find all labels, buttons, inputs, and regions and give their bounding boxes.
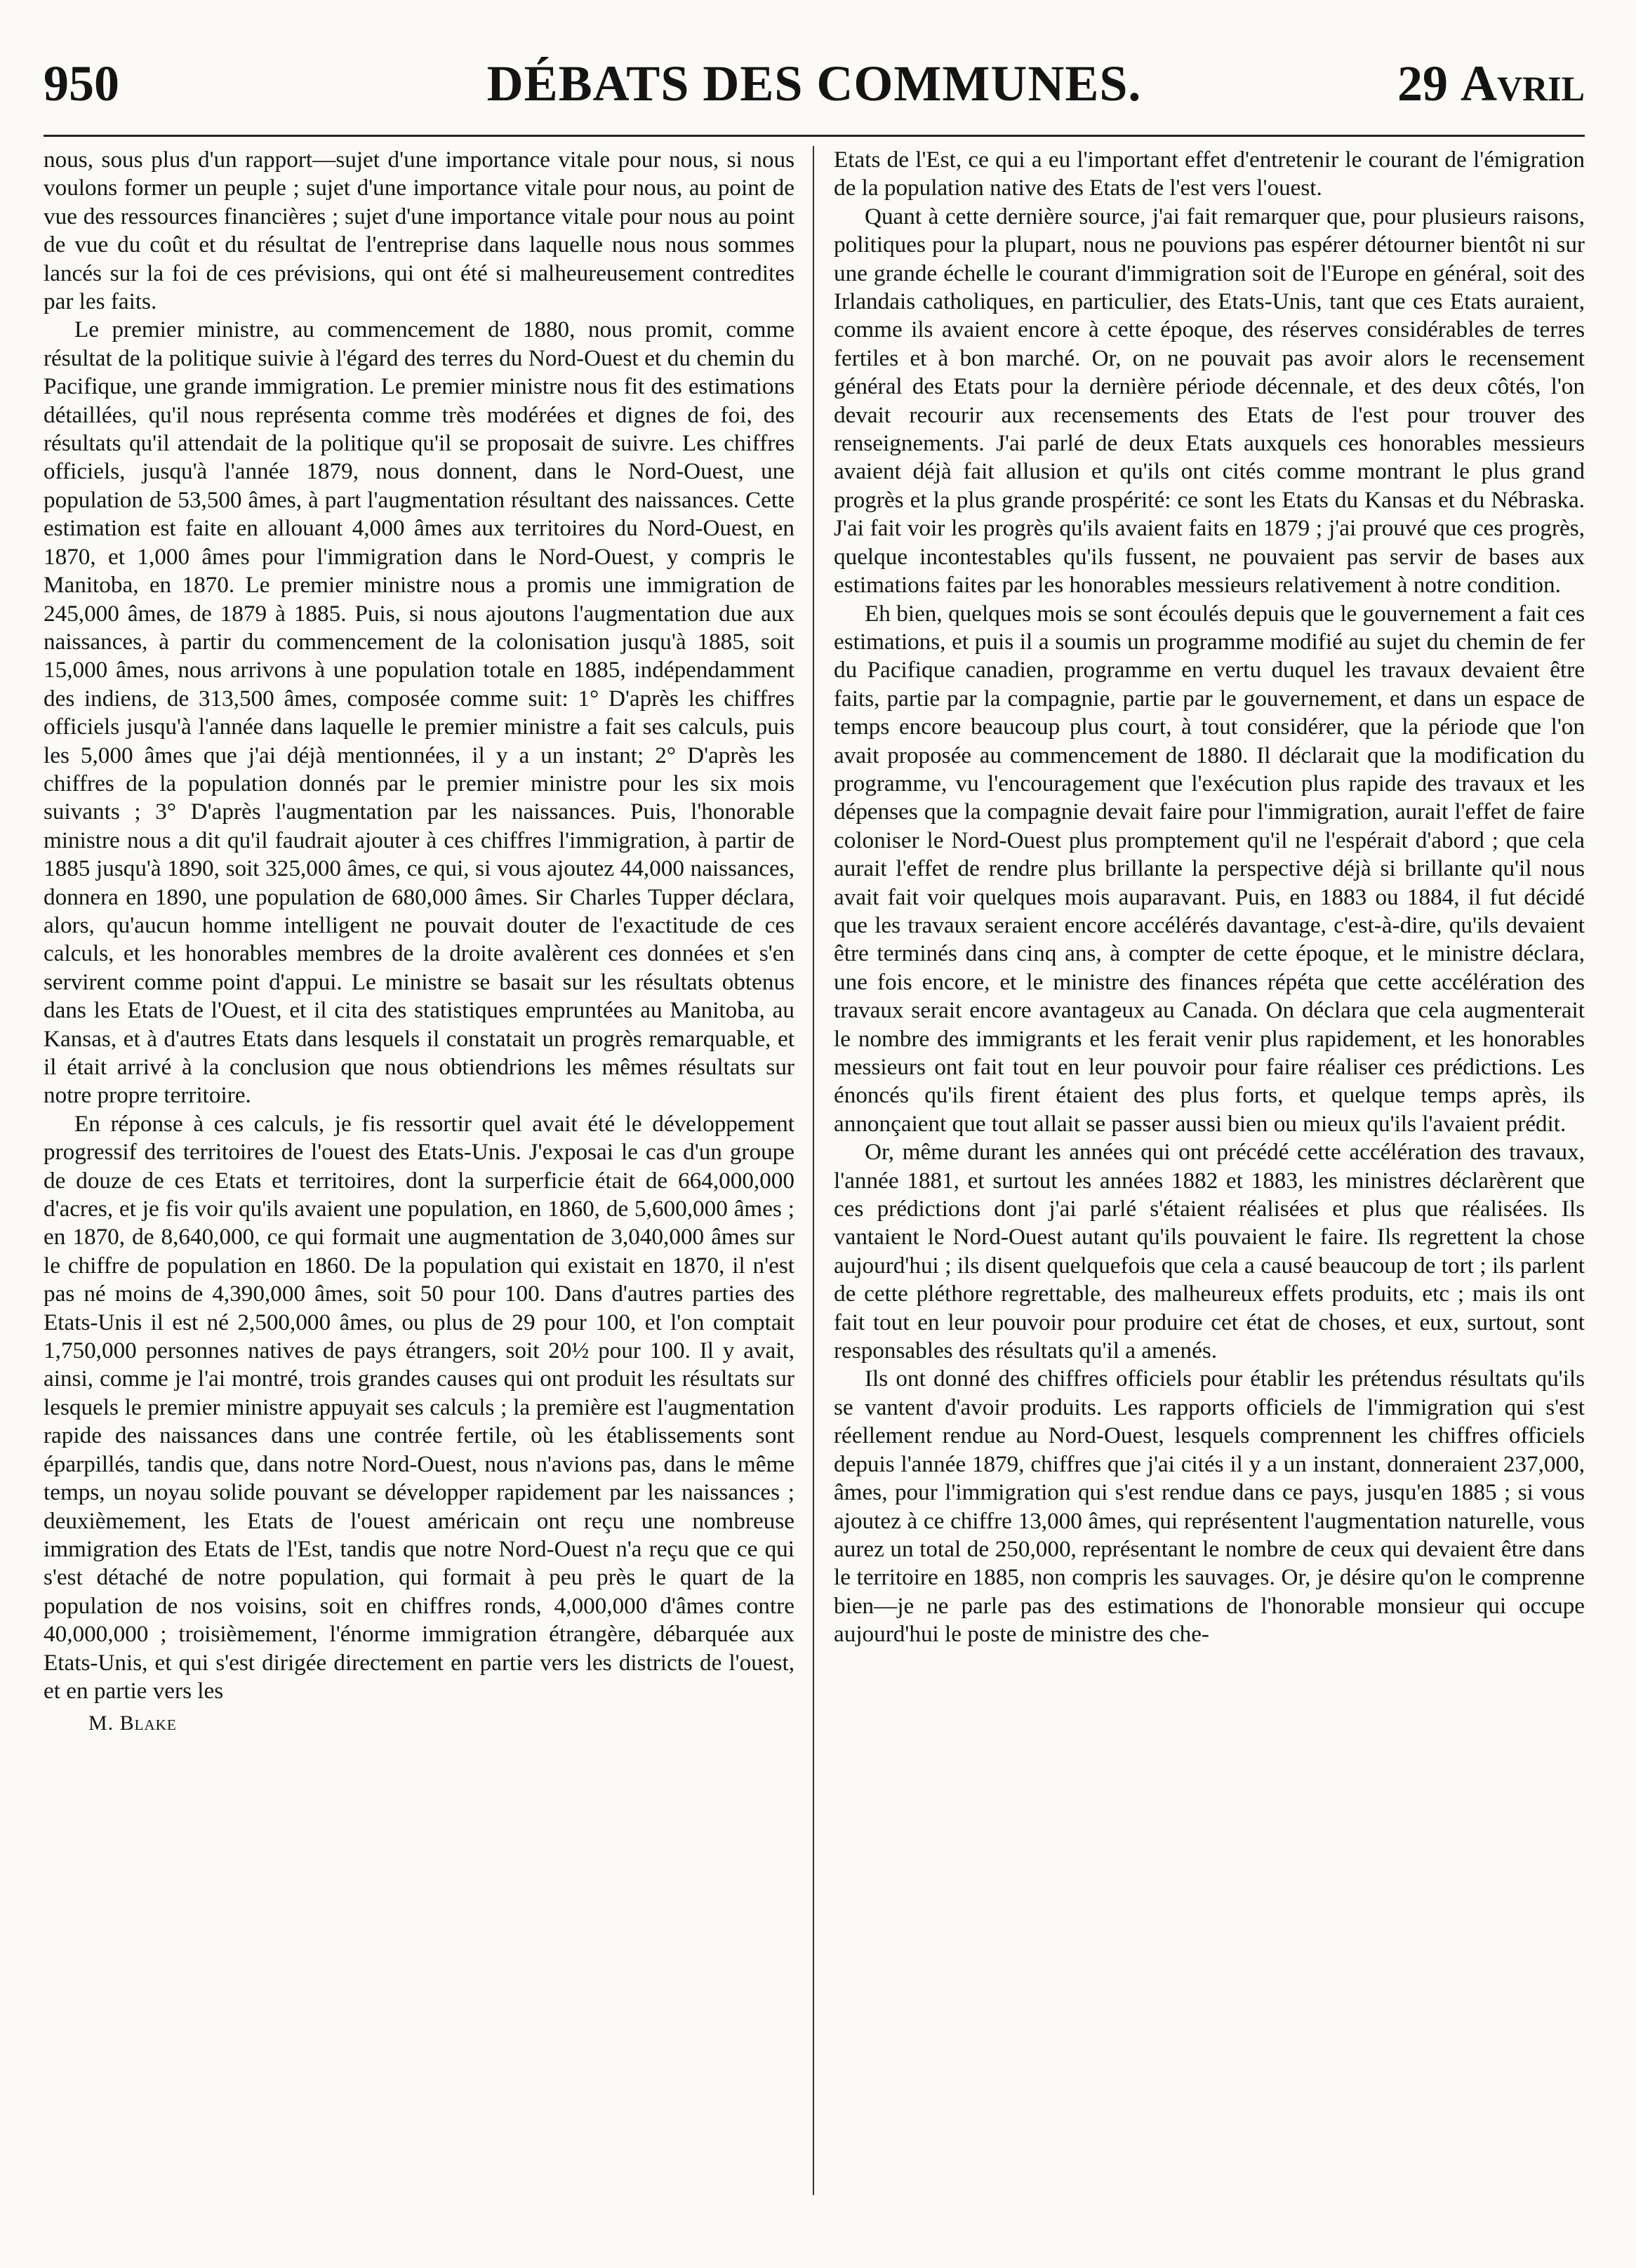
speaker-name: M. Blake [88, 1712, 177, 1735]
page-header [44, 55, 1585, 139]
left-column [44, 146, 794, 2209]
date-month: Avril [1460, 55, 1585, 112]
header-rule [44, 135, 1585, 137]
right-paragraph-3: Eh bien, quelques mois se sont écoulés depuis que le gouvernement a fait ces estimations, et puis il a soumis un programme modifié au sujet du chemin de fer du Pacifique canadien, programme en vertu duquel les travaux devaient être faits, partie par la compagnie, partie par le gouvernement, et dans un espace de temps encore beaucoup plus court, à tout considérer, que la période que l'on avait proposée au commencement de 1880. Il déclarait que la modification du programme, vu l'encouragement que l'exécution plus rapide des travaux et les dépenses que la compagnie devait faire pour l'immigration, aurait l'effet de faire coloniser le Nord-Ouest plus promptement qu'il ne l'espérait d'abord ; que cela aurait l'effet de rendre plus brillante la perspective déjà si brillante qu'il nous avait fait voir quelques mois auparavant. Puis, en 1883 ou 1884, il fut décidé que les travaux seraient encore accélérés davantage, c'est-à-dire, qu'ils devaient être terminés dans cinq ans, à compter de cette époque, et le ministre déclara, une fois encore, et le ministre des finances répéta que cette accélération des travaux serait encore avantageux au Canada. On déclara que cela augmenterait le nombre des immigrants et les ferait venir plus rapidement, et les honorables messieurs ont fait tout en leur pouvoir pour faire réaliser ces prédictions. Les énoncés qu'ils firent étaient des plus forts, et quelque temps après, ils annonçaient que tout allait se passer aussi bien ou mieux qu'ils l'avaient prédit. [834, 600, 1585, 1137]
right-paragraph-4: Or, même durant les années qui ont précédé cette accélération des travaux, l'année 1881, et surtout les années 1882 et 1883, les ministres déclarèrent que ces prédictions dont j'ai parlé s'étaient réalisées et plus que réalisées. Ils vantaient le Nord-Ouest autant qu'ils pouvaient le faire. Ils regrettent la chose aujourd'hui ; ils disent quelquefois que cela a causé beaucoup de tort ; ils parlent de cette pléthore regrettable, des malheureux effets produits, etc ; mais ils ont fait tout en leur pouvoir pour produire cet état de choses, et eux, surtout, sont responsables des résultats qu'il a amenés. [834, 1139, 1585, 1364]
date-day: 29 [1397, 55, 1448, 112]
left-paragraph-1: nous, sous plus d'un rapport—sujet d'une importance vitale pour nous, si nous voulons former un peuple ; sujet d'une importance vitale pour nous, au point de vue des ressources financières ; sujet d'une importance vitale pour nous au point de vue du coût et du résultat de l'entreprise dans laquelle nous nous sommes lancés sur la foi de ces prévisions, qui ont été si malheureusement contredites par les faits. [44, 147, 794, 315]
right-column [834, 146, 1585, 2209]
right-paragraph-5: Ils ont donné des chiffres officiels pour établir les prétendus résultats qu'ils se vantent d'avoir produits. Les rapports officiels de l'immigration qui s'est réellement rendue au Nord-Ouest, lesquels comprennent les chiffres officiels depuis l'année 1879, chiffres que j'ai cités il y a un instant, donneraient 237,000, âmes, pour l'immigration qui s'est rendue dans ce pays, jusqu'en 1885 ; si vous ajoutez à ce chiffre 13,000 âmes, qui représentent l'augmentation naturelle, vous aurez un total de 250,000, représentant le nombre de ceux qui devaient être dans le territoire en 1885, non compris les sauvages. Or, je désire qu'on le comprenne bien—je ne parle pas des estimations de l'honorable monsieur qui occupe aujourd'hui le poste de ministre des che- [834, 1366, 1585, 1648]
left-paragraph-2: Le premier ministre, au commencement de 1880, nous promit, comme résultat de la politique suivie à l'égard des terres du Nord-Ouest et du chemin du Pacifique, une grande immigration. Le premier ministre nous fit des estimations détaillées, qu'il nous représenta comme très modérées et dignes de foi, des résultats qu'il attendait de la politique qu'il se proposait de suivre. Les chiffres officiels, jusqu'à l'année 1879, nous donnent, dans le Nord-Ouest, une population de 53,500 âmes, à part l'augmentation résultant des naissances. Cette estimation est faite en allouant 4,000 âmes aux territoires du Nord-Ouest, en 1870, et 1,000 âmes pour l'immigration dans le Nord-Ouest, y compris le Manitoba, en 1870. Le premier ministre nous a promis une immigration de 245,000 âmes, de 1879 à 1885. Puis, si nous ajoutons l'augmentation due aux naissances, à partir du commencement de la colonisation jusqu'à 1885, soit 15,000 âmes, nous arrivons à une population totale en 1885, indépendamment des indiens, de 313,500 âmes, composée comme suit: 1° D'après les chiffres officiels jusqu'à l'année dans laquelle le premier ministre a fait ses calculs, puis les 5,000 âmes que j'ai déjà mentionnées, il y a un instant; 2° D'après les chiffres de la population donnés par le premier ministre pour les six mois suivants ; 3° D'après l'augmentation par les naissances. Puis, l'honorable ministre nous a dit qu'il faudrait ajouter à ces chiffres l'immigration, à partir de 1885 jusqu'à 1890, soit 325,000 âmes, ce qui, si vous ajoutez 44,000 naissances, donnera en 1890, une population de 680,000 âmes. Sir Charles Tupper déclara, alors, qu'aucun homme intelligent ne pouvait douter de l'exactitude de ces calculs, et les honorables membres de la droite avalèrent ces données et s'en servirent comme point d'appui. Le ministre se basait sur les résultats obtenus dans les Etats de l'Ouest, et il cita des statistiques empruntées au Manitoba, au Kansas, et à d'autres Etats dans lesquels il constatait un progrès remarquable, et il était arrivé à la conclusion que nous obtiendrions les mêmes résultats sur notre propre territoire. [44, 316, 794, 1109]
page-title: DÉBATS DES COMMUNES. [486, 55, 1142, 112]
page [44, 55, 1585, 2230]
page-number: 950 [44, 55, 119, 112]
columns [44, 146, 1585, 2209]
page-date [1397, 55, 1585, 113]
right-paragraph-1: Etats de l'Est, ce qui a eu l'important effet d'entretenir le courant de l'émigration de la population native des Etats de l'est vers l'ouest. [834, 147, 1585, 201]
column-divider [813, 146, 814, 2195]
left-paragraph-3: En réponse à ces calculs, je fis ressortir quel avait été le développement progressif des territoires de l'ouest des Etats-Unis. J'exposai le cas d'un groupe de douze de ces Etats et territoires, dont la surperficie était de 664,000,000 d'acres, et je fis voir qu'ils avaient une population, en 1860, de 5,600,000 âmes ; en 1870, de 8,640,000, ce qui formait une augmentation de 3,040,000 âmes sur le chiffre de population en 1860. De la population qui existait en 1870, il n'est pas né moins de 4,390,000 âmes, soit 50 pour 100. Dans d'autres parties des Etats-Unis il est né 2,500,000 âmes, ou plus de 29 pour 100, et l'on comptait 1,750,000 personnes natives de pays étrangers, soit 20½ pour 100. Il y avait, ainsi, comme je l'ai montré, trois grandes causes qui ont produit les résultats sur lesquels le premier ministre appuyait ses calculs ; la première est l'augmentation rapide des naissances dans une contrée fertile, où les établissements sont éparpillés, tandis que, dans notre Nord-Ouest, nous n'avions pas, dans le même temps, un noyau solide pouvant se développer rapidement par les naissances ; deuxièmement, les Etats de l'ouest américain ont reçu une nombreuse immigration des Etats de l'Est, tandis que notre Nord-Ouest n'a reçu que ce qui s'est détaché de notre population, qui formait à peu près le quart de la population de nos voisins, soit en chiffres ronds, 4,000,000 d'âmes contre 40,000,000 ; troisièmement, l'énorme immigration étrangère, débarquée aux Etats-Unis, et qui s'est dirigée directement en partie vers les districts de l'ouest, et en partie vers les [44, 1110, 794, 1704]
right-paragraph-2: Quant à cette dernière source, j'ai fait remarquer que, pour plusieurs raisons, politiques pour la plupart, nous ne pouvions pas espérer détourner bientôt ni sur une grande échelle le courant d'immigration soit de l'Europe en général, soit des Irlandais catholiques, en particulier, des Etats-Unis, tant que ces Etats auraient, comme ils avaient encore à cette époque, des réserves considérables de terres fertiles et à bon marché. Or, on ne pouvait pas avoir alors le recensement général des Etats pour la dernière période décennale, et des deux côtés, l'on devait recourir aux recensements des Etats de l'est pour trouver des renseignements. J'ai parlé de deux Etats auxquels ces honorables messieurs avaient déjà fait allusion et qu'ils ont cités comme montrant le plus grand progrès et la plus grande prospérité: ce sont les Etats du Kansas et du Nébraska. J'ai fait voir les progrès qu'ils avaient faits en 1879 ; j'ai prouvé que ces progrès, quelque incontestables qu'ils fussent, ne pouvaient pas servir de bases aux estimations faites par les honorables messieurs relativement à notre condition. [834, 203, 1585, 599]
